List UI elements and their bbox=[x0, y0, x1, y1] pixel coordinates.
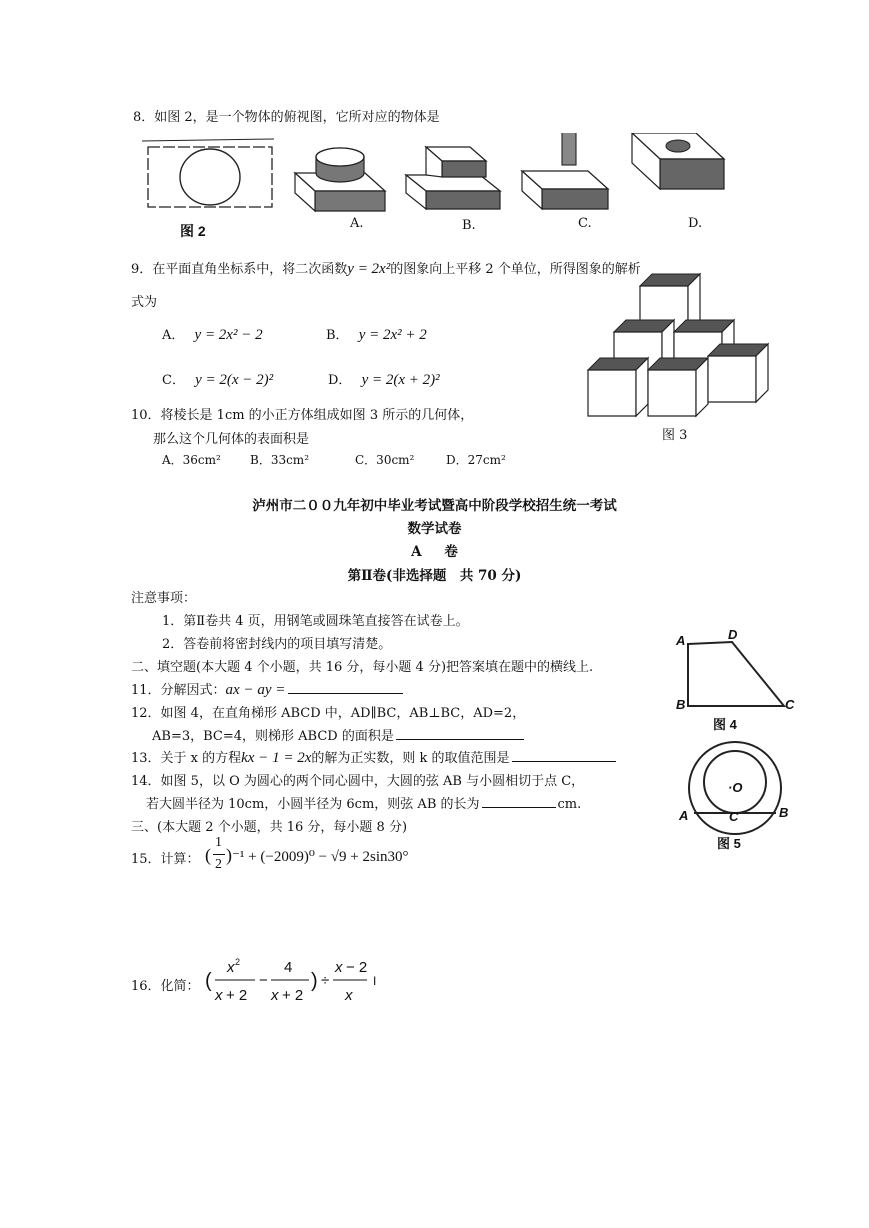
q10-option-a: A．36cm² bbox=[162, 453, 221, 467]
q11-text: 11．分解因式： bbox=[131, 683, 226, 698]
svg-text:(: ( bbox=[205, 970, 212, 992]
q14-unit: cm. bbox=[557, 797, 582, 812]
q14-line2-text: 若大圆半径为 10cm，小圆半径为 6cm，则弦 AB 的长为 bbox=[146, 797, 480, 812]
figure-3-cubes bbox=[578, 272, 778, 422]
svg-text:− 2: − 2 bbox=[346, 959, 368, 976]
q16-text: 16．化简： bbox=[131, 979, 200, 994]
svg-text:−: − bbox=[259, 972, 268, 989]
q9-text-a: 9．在平面直角坐标系中，将二次函数 bbox=[131, 262, 348, 277]
figure-2-top-view bbox=[142, 139, 274, 207]
q9-line1 bbox=[131, 258, 641, 278]
q15 bbox=[131, 848, 200, 867]
q12-line2-text: AB=3，BC=4，则梯形 ABCD 的面积是 bbox=[152, 729, 394, 744]
q10-option-d: D．27cm² bbox=[446, 453, 506, 467]
q13-text-b: 的解为正实数，则 k 的取值范围是 bbox=[311, 751, 510, 766]
svg-text:÷: ÷ bbox=[321, 972, 330, 989]
q15-expr: ⁻¹ + (−2009)⁰ − √9 + 2sin30° bbox=[232, 849, 409, 865]
q9-text-b: 的图象向上平移 2 个单位，所得图象的解析 bbox=[390, 262, 641, 277]
q15-text: 15．计算： bbox=[131, 852, 200, 867]
figure-4-point-b: B bbox=[676, 697, 686, 712]
section-3-heading: 三、(本大题 2 个小题，共 16 分，每小题 8 分) bbox=[131, 820, 408, 835]
figure-5-point-b: B bbox=[779, 805, 789, 820]
q12-line1: 12．如图 4，在直角梯形 ABCD 中，AD∥BC，AB⊥BC，AD=2， bbox=[131, 706, 526, 721]
q11-answer-blank[interactable] bbox=[288, 681, 403, 694]
figure-5-point-a: A bbox=[679, 808, 689, 823]
svg-text:+ 2: + 2 bbox=[226, 987, 248, 1004]
q9-function: y = 2x² bbox=[347, 261, 391, 277]
svg-text:): ) bbox=[311, 970, 318, 992]
q9-option-a-label: A． bbox=[162, 328, 185, 343]
option-b-figure bbox=[406, 147, 500, 209]
svg-text:2: 2 bbox=[235, 957, 241, 967]
q11-expr: ax − ay = bbox=[225, 682, 286, 698]
figure-4-point-a: A bbox=[676, 633, 686, 648]
exam-volume: A 卷 bbox=[411, 544, 458, 560]
svg-text:4: 4 bbox=[284, 959, 293, 976]
option-b-label: B. bbox=[462, 218, 476, 233]
q9-option-d-expr: y = 2(x + 2)² bbox=[361, 372, 440, 388]
q9-option-b-expr: y = 2x² + 2 bbox=[358, 327, 427, 343]
option-d-label: D. bbox=[688, 216, 703, 231]
option-d-figure bbox=[632, 133, 724, 189]
svg-text:I: I bbox=[373, 974, 377, 988]
q12-answer-blank[interactable] bbox=[396, 727, 524, 740]
q10-option-c: C．30cm² bbox=[355, 453, 415, 467]
q9-option-c bbox=[162, 369, 273, 389]
q9-option-b bbox=[326, 324, 427, 344]
figure-2-label: 图 2 bbox=[180, 223, 206, 239]
q10-line1: 10．将棱长是 1cm 的小正方体组成如图 3 所示的几何体， bbox=[131, 408, 474, 423]
exam-subject: 数学试卷 bbox=[407, 521, 462, 537]
option-a-label: A. bbox=[350, 216, 364, 231]
q14-line2 bbox=[146, 793, 581, 812]
svg-text:x: x bbox=[215, 987, 223, 1004]
figure-4-label: 图 4 bbox=[713, 717, 737, 732]
q14-answer-blank[interactable] bbox=[482, 795, 556, 808]
notes-item-2: 2．答卷前将密封线内的项目填写清楚。 bbox=[162, 637, 392, 652]
q13-text-a: 13．关于 x 的方程 bbox=[131, 751, 242, 766]
figure-3-label: 图 3 bbox=[662, 428, 688, 443]
q13-expr: kx − 1 = 2x bbox=[241, 750, 312, 766]
section-2-heading: 二、填空题(本大题 4 个小题，共 16 分，每小题 4 分)把答案填在题中的横线上. bbox=[131, 660, 594, 675]
q11 bbox=[131, 679, 403, 699]
q13-answer-blank[interactable] bbox=[512, 749, 616, 762]
svg-text:x: x bbox=[271, 987, 279, 1004]
q12-line2 bbox=[152, 725, 524, 744]
option-a-figure bbox=[295, 148, 385, 211]
figure-5-center-o: ·O bbox=[728, 780, 743, 795]
option-c-label: C. bbox=[578, 216, 592, 231]
svg-text:+ 2: + 2 bbox=[282, 987, 304, 1004]
figure-5-point-c: C bbox=[729, 809, 739, 824]
figure-4-point-d: D bbox=[728, 627, 738, 642]
q9-option-d bbox=[328, 369, 440, 389]
q9-option-c-expr: y = 2(x − 2)² bbox=[195, 372, 274, 388]
notes-item-1: 1．第Ⅱ卷共 4 页，用钢笔或圆珠笔直接答在试卷上。 bbox=[162, 614, 469, 629]
option-c-figure bbox=[522, 133, 608, 209]
exam-title: 泸州市二００九年初中毕业考试暨高中阶段学校招生统一考试 bbox=[252, 498, 617, 514]
q16-expression bbox=[205, 956, 385, 1006]
q9-option-b-label: B． bbox=[326, 328, 349, 343]
q9-option-a-expr: y = 2x² − 2 bbox=[194, 327, 263, 343]
q9-option-a bbox=[162, 324, 263, 344]
q10-line2: 那么这个几何体的表面积是 bbox=[153, 432, 310, 447]
q8-text: 8．如图 2，是一个物体的俯视图，它所对应的物体是 bbox=[133, 110, 440, 125]
q9-line2: 式为 bbox=[131, 295, 158, 310]
q10-option-b: B．33cm² bbox=[250, 453, 309, 467]
notes-title: 注意事项： bbox=[131, 591, 197, 606]
exam-part: 第Ⅱ卷(非选择题 共 70 分) bbox=[347, 568, 522, 584]
svg-text:x: x bbox=[227, 959, 235, 976]
q14-line1: 14．如图 5，以 O 为圆心的两个同心圆中，大圆的弦 AB 与小圆相切于点 C， bbox=[131, 774, 585, 789]
q9-option-c-label: C． bbox=[162, 373, 185, 388]
q13 bbox=[131, 747, 616, 767]
q9-option-d-label: D． bbox=[328, 373, 352, 388]
figure-4-point-c: C bbox=[785, 697, 795, 712]
svg-text:x: x bbox=[345, 987, 353, 1004]
svg-text:x: x bbox=[335, 959, 343, 976]
figure-5-label: 图 5 bbox=[717, 836, 741, 851]
q8-figures bbox=[140, 133, 740, 238]
